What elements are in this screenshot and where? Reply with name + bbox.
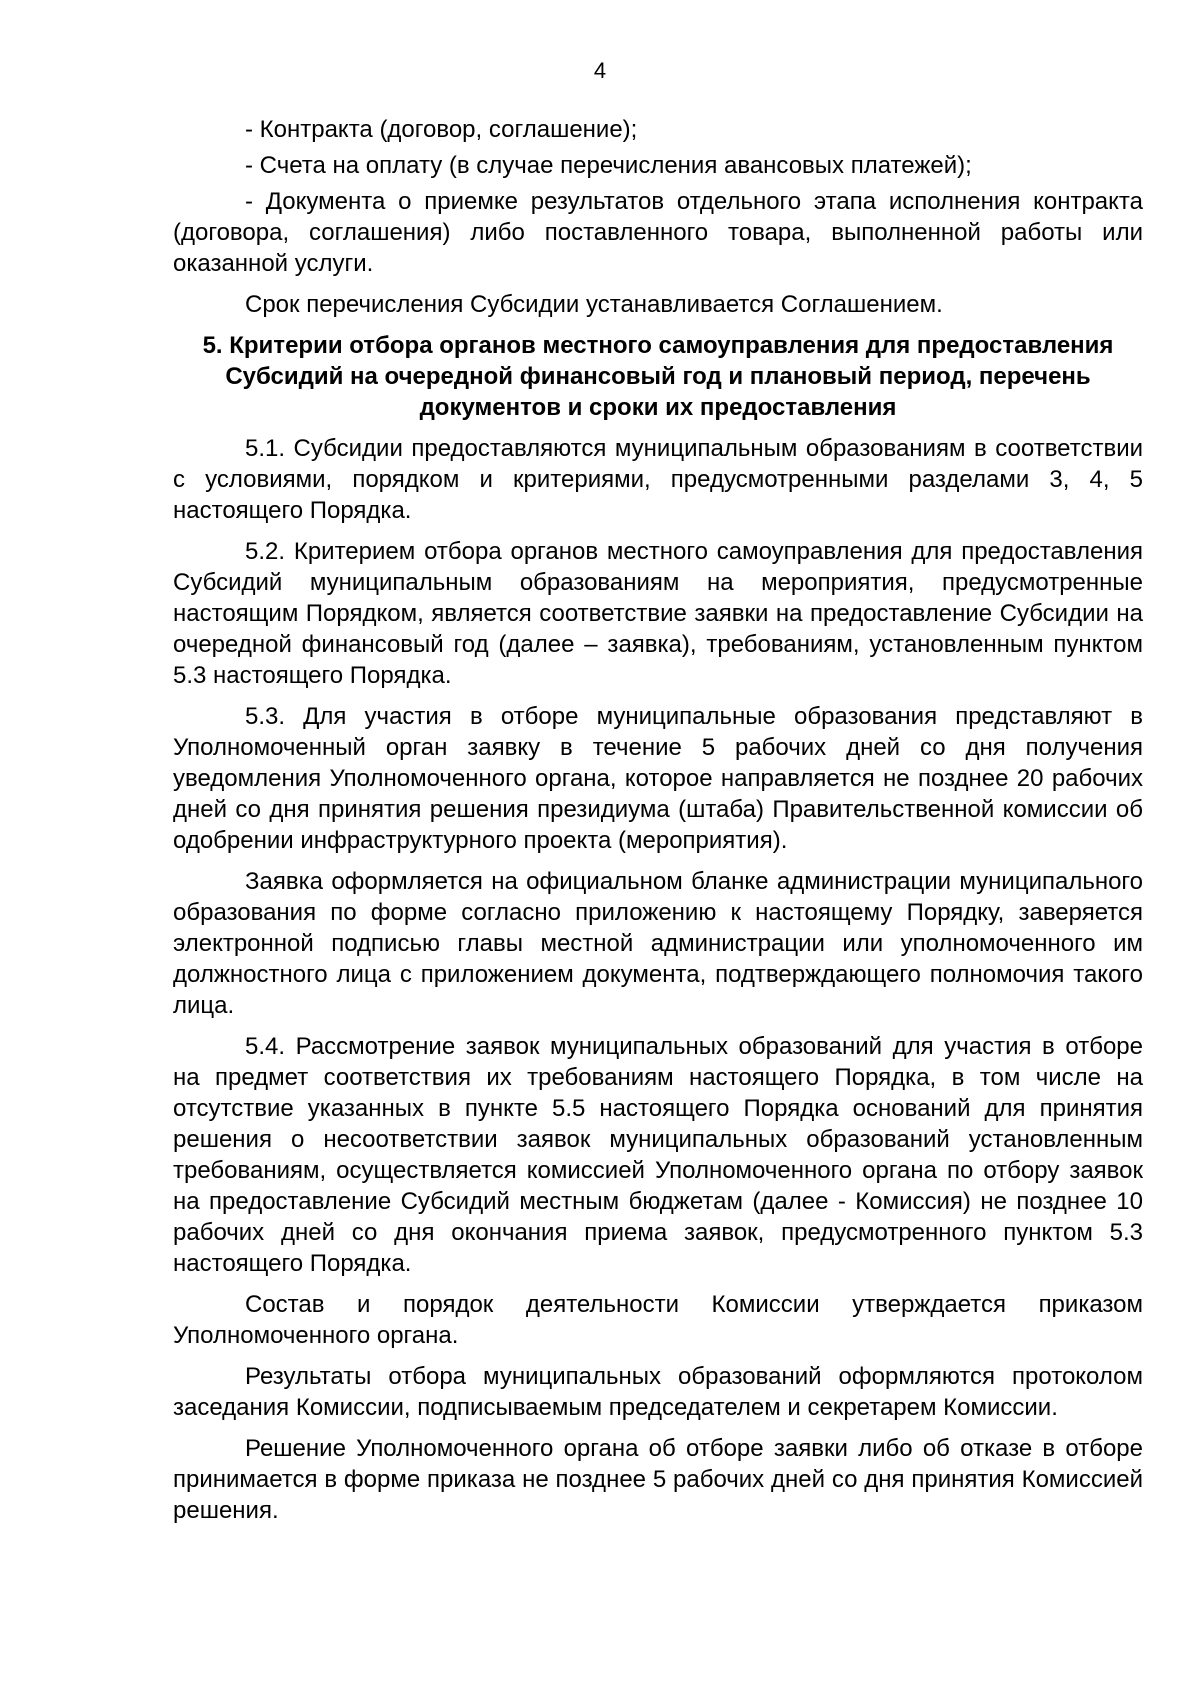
paragraph-5-3: 5.3. Для участия в отборе муниципальные образования представляют в Уполномоченный орган заявку в течение 5 рабочих дней со дня получения уведомления Уполномоченного органа, которое направляется не позднее 20 рабочих дней со дня принятия решения президиума (штаба) Правительственной комиссии об одобрении инфраструктурного проекта (мероприятия).	[173, 703, 1143, 854]
paragraph-5-2: 5.2. Критерием отбора органов местного самоуправления для предоставления Субсидий муниципальным образованиям на мероприятия, предусмотренные настоящим Порядком, является соответствие заявки на предоставление Субсидии на очередной финансовый год (далее – заявка), требованиям, установленным пунктом 5.3 настоящего Порядка.	[173, 538, 1143, 689]
page-number: 4	[593, 58, 607, 83]
paragraph-application-form: Заявка оформляется на официальном бланке администрации муниципального образования по форме согласно приложению к настоящему Порядку, заверяется электронной подписью главы местной администрации или уполномоченного им должностного лица с приложением документа, подтверждающего полномочия такого лица.	[173, 868, 1143, 1019]
list-item-invoice: - Счета на оплату (в случае перечисления авансовых платежей);	[245, 152, 972, 179]
section-heading: 5. Критерии отбора органов местного самоуправления для предоставления Субсидий на очередной финансовый год и плановый период, перечень документов и сроки их предоставления	[202, 332, 1114, 421]
paragraph-commission-composition: Состав и порядок деятельности Комиссии утверждается приказом Уполномоченного органа.	[173, 1291, 1143, 1349]
paragraph-5-4: 5.4. Рассмотрение заявок муниципальных образований для участия в отборе на предмет соответствия их требованиям настоящего Порядка, в том числе на отсутствие указанных в пункте 5.5 настоящего Порядка оснований для принятия решения о несоответствии заявок муниципальных образований установленным требованиям, осуществляется комиссией Уполномоченного органа по отбору заявок на предоставление Субсидий местным бюджетам (далее - Комиссия) не позднее 10 рабочих дней со дня окончания приема заявок, предусмотренного пунктом 5.3 настоящего Порядка.	[173, 1033, 1143, 1277]
document-body	[173, 114, 1143, 1536]
paragraph-selection-results: Результаты отбора муниципальных образований оформляются протоколом заседания Комиссии, подписываемым председателем и секретарем Комиссии.	[173, 1363, 1143, 1421]
paragraph-transfer-term: Срок перечисления Субсидии устанавливается Соглашением.	[245, 291, 943, 318]
list-item-contract: - Контракта (договор, соглашение);	[245, 116, 638, 143]
list-item-acceptance-document: - Документа о приемке результатов отдельного этапа исполнения контракта (договора, соглашения) либо поставленного товара, выполненной работы или оказанной услуги.	[173, 188, 1143, 277]
paragraph-decision: Решение Уполномоченного органа об отборе заявки либо об отказе в отборе принимается в форме приказа не позднее 5 рабочих дней со дня принятия Комиссией решения.	[173, 1435, 1143, 1524]
paragraph-5-1: 5.1. Субсидии предоставляются муниципальным образованиям в соответствии с условиями, порядком и критериями, предусмотренными разделами 3, 4, 5 настоящего Порядка.	[173, 435, 1143, 524]
